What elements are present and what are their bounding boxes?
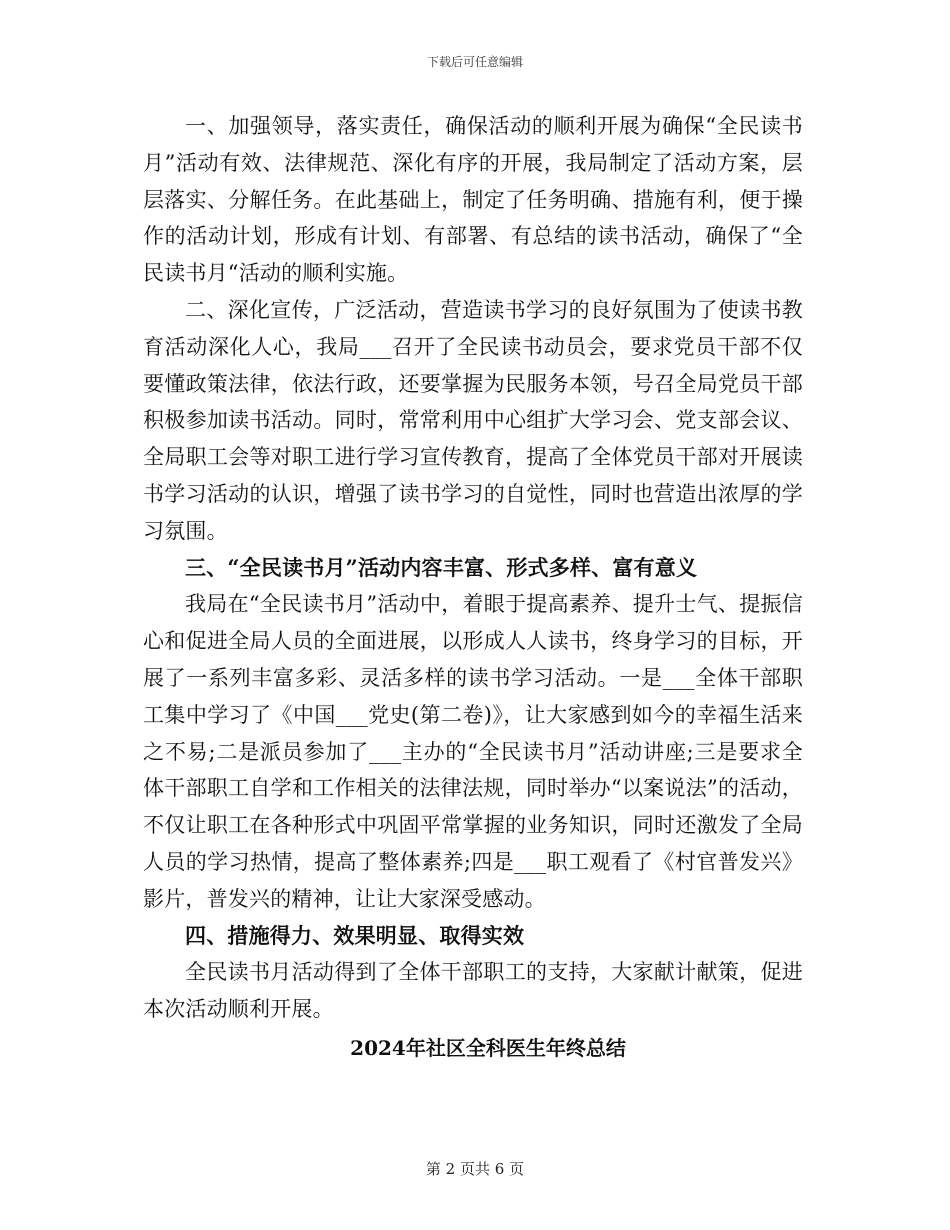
- document-title: 2024年社区全科医生年终总结: [350, 1035, 626, 1060]
- paragraph-measures: 全民读书月活动得到了全体干部职工的支持，大家献计献策，促进本次活动顺利开展。: [143, 960, 803, 1022]
- document-body: [143, 108, 803, 1067]
- paragraph-leadership: 一、加强领导，落实责任，确保活动的顺利开展为确保“全民读书月”活动有效、法律规范、深化有序的开展，我局制定了活动方案，层层落实、分解任务。在此基础上，制定了任务明确、措施有利，便于操作的活动计划，形成有计划、有部署、有总结的读书活动，确保了“全民读书月“活动的顺利实施。: [143, 114, 803, 286]
- page-header: 下载后可任意编辑: [426, 55, 523, 69]
- section-heading-measures: 四、措施得力、效果明显、取得实效: [185, 922, 525, 948]
- section-heading-activities: 三、“全民读书月”活动内容丰富、形式多样、富有意义: [185, 554, 698, 580]
- page-footer: 第 2 页共 6 页: [425, 1160, 525, 1178]
- paragraph-publicity: 二、深化宣传，广泛活动，营造读书学习的良好氛围为了使读书教育活动深化人心，我局___召开了全民读书动员会，要求党员干部不仅要懂政策法律，依法行政，还要掌握为民服务本领，号召全局党员干部积极参加读书活动。同时，常常利用中心组扩大学习会、党支部会议、全局职工会等对职工进行学习宣传教育，提高了全体党员干部对开展读书学习活动的认识，增强了读书学习的自觉性，同时也营造出浓厚的学习氛围。: [143, 297, 803, 543]
- paragraph-activities: 我局在“全民读书月”活动中，着眼于提高素养、提升士气、提振信心和促进全局人员的全面进展，以形成人人读书，终身学习的目标，开展了一系列丰富多彩、灵活多样的读书学习活动。一是___全体干部职工集中学习了《中国___党史(第二卷)》，让大家感到如今的幸福生活来之不易;二是派员参加了___主办的“全民读书月”活动讲座;三是要求全体干部职工自学和工作相关的法律法规，同时举办“以案说法”的活动，不仅让职工在各种形式中巩固平常掌握的业务知识，同时还激发了全局人员的学习热情，提高了整体素养;四是___职工观看了《村官普发兴》影片，普发兴的精神，让让大家深受感动。: [143, 592, 803, 911]
